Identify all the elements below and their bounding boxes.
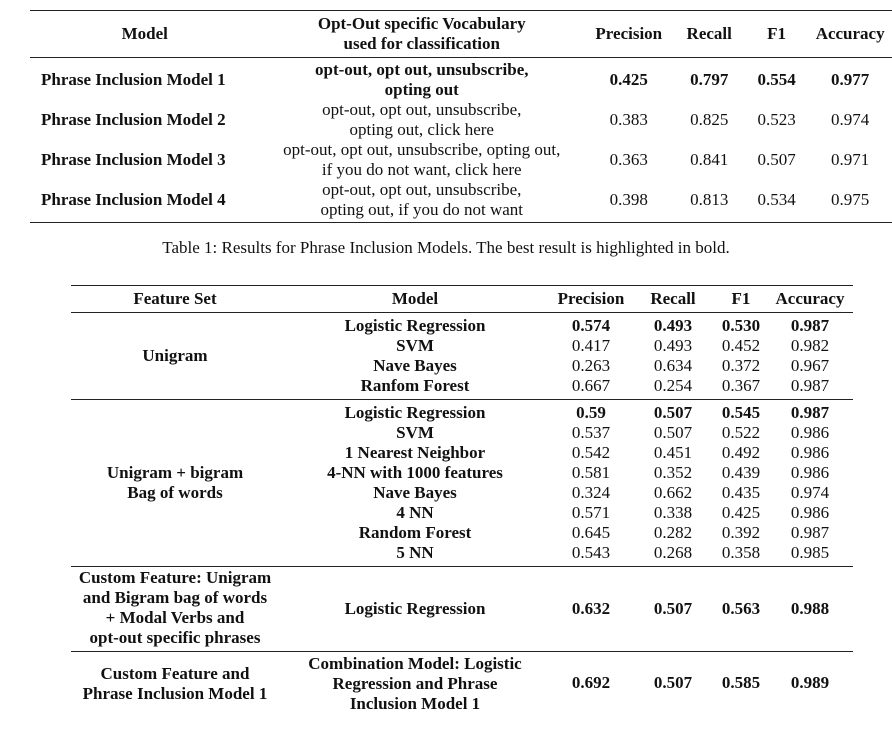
table1-caption: Table 1: Results for Phrase Inclusion Models. The best result is highlighted in bold. (162, 238, 730, 257)
precision-cell: 0.571 (571, 503, 611, 522)
table2-header-accuracy: Accuracy (775, 289, 845, 308)
recall-cell: 0.507 (653, 403, 693, 422)
feature-set-cell (71, 400, 279, 567)
table1-accuracy-cell: 0.975 (831, 190, 870, 209)
table1-header-recall: Recall (686, 24, 732, 43)
accuracy-cell: 0.974 (790, 483, 830, 502)
model-cell: SVM (396, 423, 434, 442)
model-cell: Logistic Regression (344, 403, 486, 422)
recall-cell: 0.507 (653, 423, 693, 442)
vocab-line: opt-out, opt out, unsubscribe, (315, 60, 529, 79)
model-line: Inclusion Model 1 (349, 694, 481, 713)
table1-row (30, 100, 892, 140)
table2-header-model: Model (391, 289, 439, 308)
accuracy-cell: 0.986 (790, 463, 830, 482)
recall-cell: 0.338 (653, 503, 693, 522)
feature-set-results-table (71, 285, 853, 714)
precision-cell: 0.692 (571, 673, 611, 692)
feature-set-cell (71, 652, 279, 715)
table1-model-cell: Phrase Inclusion Model 1 (41, 70, 226, 89)
f1-cell: 0.563 (721, 599, 761, 618)
model-line: Combination Model: Logistic (308, 654, 522, 673)
accuracy-cell: 0.986 (790, 423, 830, 442)
feature-set-line: Bag of words (127, 483, 223, 502)
feature-set-line: opt-out specific phrases (89, 628, 261, 647)
table1-f1-cell: 0.554 (757, 70, 796, 89)
vocab-line: opting out, if you do not want (320, 200, 524, 219)
table1-vocab-cell (259, 100, 584, 140)
table2-header-recall: Recall (650, 289, 696, 308)
table2-header-feature-set: Feature Set (133, 289, 217, 308)
table1-model-cell: Phrase Inclusion Model 3 (41, 150, 226, 169)
feature-set-line: and Bigram bag of words (82, 588, 268, 607)
table-row (71, 652, 853, 715)
accuracy-cell: 0.986 (790, 443, 830, 462)
precision-cell: 0.324 (571, 483, 611, 502)
precision-cell: 0.667 (571, 376, 611, 395)
f1-cell: 0.435 (721, 483, 761, 502)
model-cell: 4 NN (396, 503, 434, 522)
f1-cell: 0.392 (721, 523, 761, 542)
f1-cell: 0.530 (721, 316, 761, 335)
table1-precision-cell: 0.363 (609, 150, 648, 169)
table1-header-model: Model (121, 24, 168, 43)
table1-recall-cell: 0.825 (690, 110, 729, 129)
table-row (71, 313, 853, 337)
model-cell: 1 Nearest Neighbor (344, 443, 486, 462)
accuracy-cell: 0.982 (790, 336, 830, 355)
model-line: Regression and Phrase (332, 674, 498, 693)
model-cell: Logistic Regression (344, 599, 486, 618)
f1-cell: 0.367 (721, 376, 761, 395)
table1-vocab-cell (259, 140, 584, 180)
accuracy-cell: 0.987 (790, 376, 830, 395)
table1-accuracy-cell: 0.977 (831, 70, 870, 89)
table1-f1-cell: 0.507 (757, 150, 796, 169)
table1-header-vocabulary (259, 11, 584, 58)
vocab-line: opt-out, opt out, unsubscribe, (322, 180, 522, 199)
precision-cell: 0.543 (571, 543, 611, 562)
f1-cell: 0.522 (721, 423, 761, 442)
accuracy-cell: 0.988 (790, 599, 830, 618)
model-cell: Ranfom Forest (360, 376, 470, 395)
accuracy-cell: 0.987 (790, 316, 830, 335)
model-cell: Nave Bayes (373, 356, 457, 375)
recall-cell: 0.282 (653, 523, 693, 542)
table2-header-precision: Precision (557, 289, 625, 308)
precision-cell: 0.263 (571, 356, 611, 375)
precision-cell: 0.632 (571, 599, 611, 618)
table1-header-accuracy: Accuracy (815, 24, 885, 43)
recall-cell: 0.507 (653, 673, 693, 692)
accuracy-cell: 0.967 (790, 356, 830, 375)
table-row (71, 567, 853, 652)
model-cell: 5 NN (396, 543, 434, 562)
table1-row (30, 140, 892, 180)
f1-cell: 0.358 (721, 543, 761, 562)
vocab-line: opting out (384, 80, 459, 99)
recall-cell: 0.451 (653, 443, 693, 462)
table1-row (30, 58, 892, 101)
f1-cell: 0.492 (721, 443, 761, 462)
table1-precision-cell: 0.383 (609, 110, 648, 129)
table1-precision-cell: 0.425 (609, 70, 648, 89)
table1-header-row (30, 11, 892, 58)
table1-accuracy-cell: 0.974 (831, 110, 870, 129)
recall-cell: 0.493 (653, 336, 693, 355)
accuracy-cell: 0.987 (790, 523, 830, 542)
table1-vocab-cell (259, 58, 584, 101)
f1-cell: 0.585 (721, 673, 761, 692)
f1-cell: 0.372 (721, 356, 761, 375)
vocab-line: opting out, click here (349, 120, 494, 139)
feature-set-line: + Modal Verbs and (105, 608, 245, 627)
table1-f1-cell: 0.523 (757, 110, 796, 129)
table2-header-f1: F1 (731, 289, 751, 308)
phrase-inclusion-results-table (30, 10, 892, 223)
table1-header-precision: Precision (595, 24, 663, 43)
table1-recall-cell: 0.797 (690, 70, 729, 89)
precision-cell: 0.574 (571, 316, 611, 335)
model-cell: Nave Bayes (373, 483, 457, 502)
precision-cell: 0.581 (571, 463, 611, 482)
table1-header-f1: F1 (767, 24, 787, 43)
feature-set-line: Unigram + bigram (106, 463, 244, 482)
table1-precision-cell: 0.398 (609, 190, 648, 209)
feature-set-line: Custom Feature: Unigram (78, 568, 272, 587)
precision-cell: 0.645 (571, 523, 611, 542)
table1-header-vocab-line1: Opt-Out specific Vocabulary (317, 14, 526, 33)
model-cell: 4-NN with 1000 features (327, 463, 503, 482)
model-cell: Logistic Regression (344, 316, 486, 335)
table1-recall-cell: 0.841 (690, 150, 729, 169)
table1-recall-cell: 0.813 (690, 190, 729, 209)
accuracy-cell: 0.985 (790, 543, 830, 562)
table1-accuracy-cell: 0.971 (831, 150, 870, 169)
feature-set-cell (71, 567, 279, 652)
table-row (71, 400, 853, 424)
model-cell: Random Forest (358, 523, 472, 542)
feature-set-cell: Unigram (142, 346, 208, 365)
model-cell (279, 652, 551, 715)
table1-vocab-cell (259, 180, 584, 223)
recall-cell: 0.352 (653, 463, 693, 482)
precision-cell: 0.417 (571, 336, 611, 355)
f1-cell: 0.452 (721, 336, 761, 355)
precision-cell: 0.542 (571, 443, 611, 462)
f1-cell: 0.439 (721, 463, 761, 482)
accuracy-cell: 0.986 (790, 503, 830, 522)
feature-set-line: Custom Feature and (100, 664, 250, 683)
table2-header-row (71, 286, 853, 313)
f1-cell: 0.425 (721, 503, 761, 522)
vocab-line: opt-out, opt out, unsubscribe, opting out, (283, 140, 561, 159)
f1-cell: 0.545 (721, 403, 761, 422)
vocab-line: opt-out, opt out, unsubscribe, (322, 100, 522, 119)
accuracy-cell: 0.987 (790, 403, 830, 422)
precision-cell: 0.537 (571, 423, 611, 442)
table1-f1-cell: 0.534 (757, 190, 796, 209)
recall-cell: 0.254 (653, 376, 693, 395)
accuracy-cell: 0.989 (790, 673, 830, 692)
table1-header-vocab-line2: used for classification (343, 34, 500, 53)
table1-model-cell: Phrase Inclusion Model 4 (41, 190, 226, 209)
recall-cell: 0.662 (653, 483, 693, 502)
recall-cell: 0.268 (653, 543, 693, 562)
recall-cell: 0.493 (653, 316, 693, 335)
vocab-line: if you do not want, click here (321, 160, 522, 179)
table1-row (30, 180, 892, 223)
precision-cell: 0.59 (576, 403, 606, 422)
recall-cell: 0.634 (653, 356, 693, 375)
recall-cell: 0.507 (653, 599, 693, 618)
table1-model-cell: Phrase Inclusion Model 2 (41, 110, 226, 129)
feature-set-line: Phrase Inclusion Model 1 (82, 684, 268, 703)
model-cell: SVM (396, 336, 434, 355)
